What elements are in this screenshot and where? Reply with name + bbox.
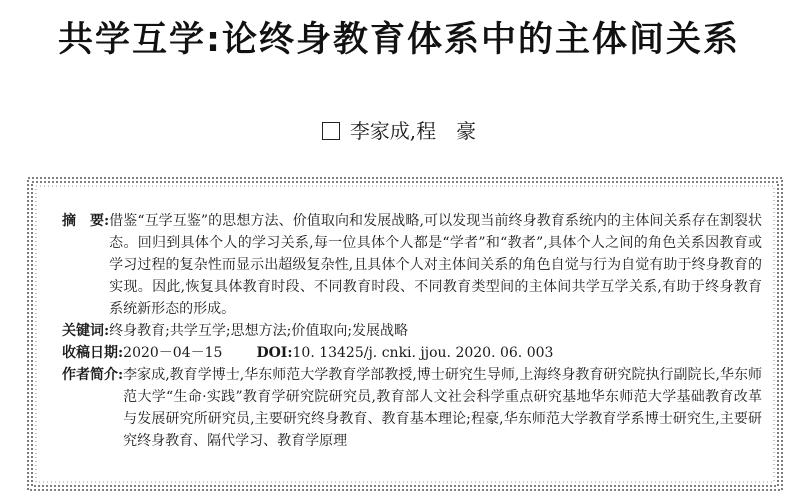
square-mark-icon	[322, 122, 340, 140]
doi-value: 10. 13425/j. cnki. jjou. 2020. 06. 003	[292, 345, 554, 361]
received-row	[62, 342, 762, 364]
abstract-row	[62, 210, 762, 320]
keywords-row	[62, 320, 762, 342]
bio-row	[62, 364, 762, 452]
keywords-text: 终身教育;共学互学;思想方法;价值取向;发展战略	[109, 323, 409, 339]
article-title: 共学互学:论终身教育体系中的主体间关系	[58, 20, 740, 60]
authors: 李家成,程 豪	[349, 119, 477, 143]
bio-text: 李家成,教育学博士,华东师范大学教育学部教授,博士研究生导师,上海终身教育研究院执行副院长,华东师范大学“生命·实践”教育学研究院研究员,教育部人文社会科学重点研究基地华东师范大学基础教育改革与发展研究所研究员,主要研究终身教育、教育基本理论;程豪,华东师范大学教育学系博士研究生,主要研究终身教育、隔代学习、教育学原理	[123, 367, 762, 449]
received-date: 2020－04－15	[123, 345, 223, 361]
author-byline	[0, 118, 798, 144]
keywords-label: 关键词:	[62, 323, 110, 339]
received-label: 收稿日期:	[62, 345, 124, 361]
bio-label: 作者简介:	[62, 367, 124, 383]
doi-label: DOI:	[256, 345, 293, 361]
abstract-label: 摘 要:	[62, 213, 110, 229]
abstract-text: 借鉴“互学互鉴”的思想方法、价值取向和发展战略,可以发现当前终身教育系统内的主体间关系存在割裂状态。回归到具体个人的学习关系,每一位具体个人都是“学者”和“教者”,具体个人之间的角色关系因教育或学习过程的复杂性而显示出超级复杂性,且具体个人对主体间关系的角色自觉与行为自觉有助于终身教育的实现。因此,恢复具体教育时段、不同教育时段、不同教育类型间的主体间共学互学关系,有助于终身教育系统新形态的形成。	[109, 213, 762, 317]
article-front-matter	[62, 210, 762, 452]
